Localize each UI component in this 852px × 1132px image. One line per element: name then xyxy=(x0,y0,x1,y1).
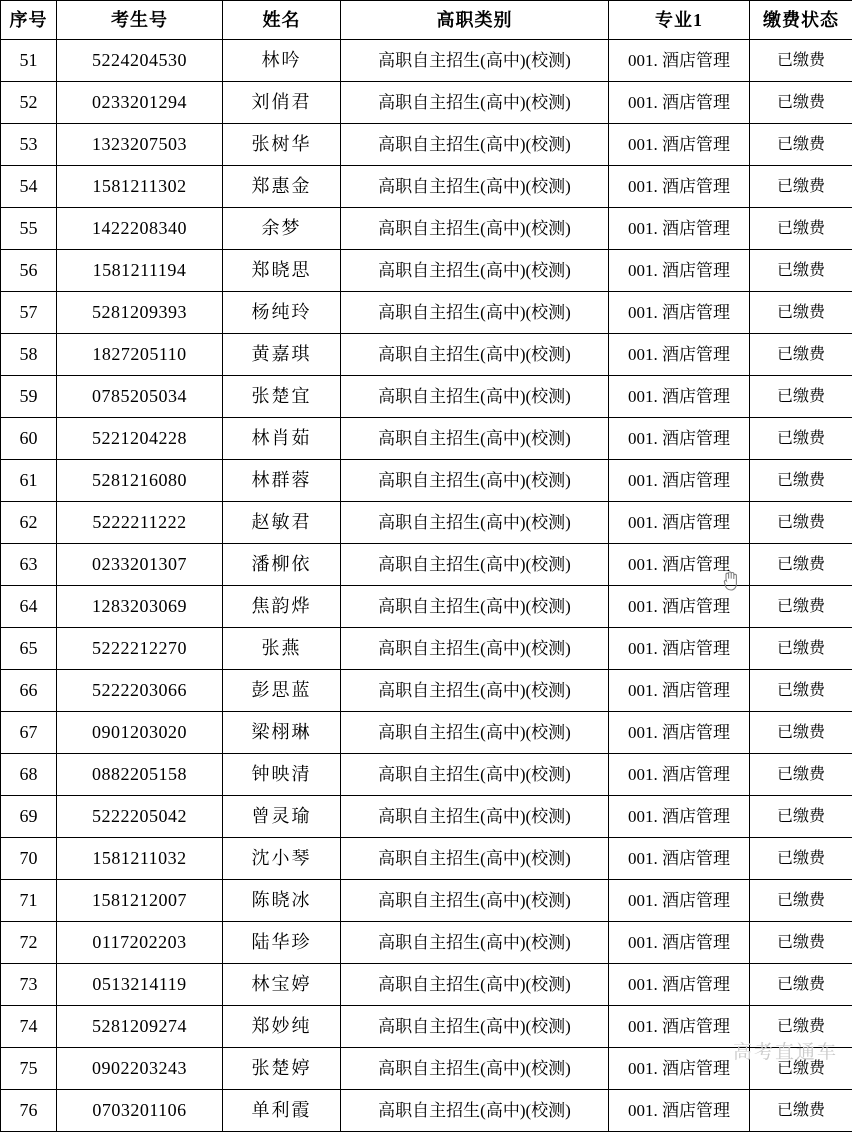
cell-index: 75 xyxy=(1,1048,57,1090)
cell-payment: 已缴费 xyxy=(750,208,852,250)
cell-payment: 已缴费 xyxy=(750,502,852,544)
cell-name: 钟映清 xyxy=(223,754,341,796)
cell-major: 001. 酒店管理 xyxy=(609,376,750,418)
column-header-major: 专业1 xyxy=(609,1,750,40)
cell-index: 55 xyxy=(1,208,57,250)
cell-major: 001. 酒店管理 xyxy=(609,922,750,964)
cell-name: 张楚宜 xyxy=(223,376,341,418)
table-row xyxy=(1,964,852,1006)
cell-index: 64 xyxy=(1,586,57,628)
cell-major: 001. 酒店管理 xyxy=(609,40,750,82)
cell-exam-no: 5222212270 xyxy=(57,628,223,670)
cell-category: 高职自主招生(高中)(校测) xyxy=(341,838,609,880)
cell-major: 001. 酒店管理 xyxy=(609,796,750,838)
cell-payment: 已缴费 xyxy=(750,166,852,208)
cell-category: 高职自主招生(高中)(校测) xyxy=(341,376,609,418)
table-header xyxy=(1,1,852,40)
cell-category: 高职自主招生(高中)(校测) xyxy=(341,922,609,964)
cell-major: 001. 酒店管理 xyxy=(609,1048,750,1090)
cell-exam-no: 0882205158 xyxy=(57,754,223,796)
cell-exam-no: 1827205110 xyxy=(57,334,223,376)
cell-name: 郑惠金 xyxy=(223,166,341,208)
table-row xyxy=(1,124,852,166)
table-row xyxy=(1,292,852,334)
cell-payment: 已缴费 xyxy=(750,418,852,460)
cell-category: 高职自主招生(高中)(校测) xyxy=(341,292,609,334)
table-row xyxy=(1,460,852,502)
cell-major: 001. 酒店管理 xyxy=(609,82,750,124)
table-row xyxy=(1,250,852,292)
cell-exam-no: 0117202203 xyxy=(57,922,223,964)
cell-exam-no: 5221204228 xyxy=(57,418,223,460)
table-row xyxy=(1,1006,852,1048)
table-row xyxy=(1,166,852,208)
cell-name: 张燕 xyxy=(223,628,341,670)
cell-name: 焦韵烨 xyxy=(223,586,341,628)
cell-major: 001. 酒店管理 xyxy=(609,334,750,376)
table-row xyxy=(1,1090,852,1132)
cell-index: 53 xyxy=(1,124,57,166)
cell-name: 梁栩琳 xyxy=(223,712,341,754)
cell-index: 58 xyxy=(1,334,57,376)
table-row xyxy=(1,922,852,964)
cell-index: 67 xyxy=(1,712,57,754)
cell-major: 001. 酒店管理 xyxy=(609,880,750,922)
cell-index: 52 xyxy=(1,82,57,124)
cell-category: 高职自主招生(高中)(校测) xyxy=(341,40,609,82)
cell-exam-no: 0233201294 xyxy=(57,82,223,124)
table-row xyxy=(1,1048,852,1090)
cell-name: 彭思蓝 xyxy=(223,670,341,712)
cell-exam-no: 1581211302 xyxy=(57,166,223,208)
table-row xyxy=(1,586,852,628)
table-row xyxy=(1,880,852,922)
cell-payment: 已缴费 xyxy=(750,376,852,418)
cell-index: 69 xyxy=(1,796,57,838)
table-row xyxy=(1,754,852,796)
cell-exam-no: 5224204530 xyxy=(57,40,223,82)
cell-index: 61 xyxy=(1,460,57,502)
cell-payment: 已缴费 xyxy=(750,250,852,292)
cell-name: 曾灵瑜 xyxy=(223,796,341,838)
cell-name: 陈晓冰 xyxy=(223,880,341,922)
cell-index: 56 xyxy=(1,250,57,292)
table-header-row xyxy=(1,1,852,40)
cell-exam-no: 5222203066 xyxy=(57,670,223,712)
cell-category: 高职自主招生(高中)(校测) xyxy=(341,712,609,754)
table-row xyxy=(1,82,852,124)
cell-exam-no: 5281209393 xyxy=(57,292,223,334)
cell-payment: 已缴费 xyxy=(750,670,852,712)
table-row xyxy=(1,40,852,82)
cell-name: 陆华珍 xyxy=(223,922,341,964)
table-body xyxy=(1,40,852,1132)
cell-category: 高职自主招生(高中)(校测) xyxy=(341,460,609,502)
cell-payment: 已缴费 xyxy=(750,754,852,796)
cell-major: 001. 酒店管理 xyxy=(609,586,750,628)
cell-payment: 已缴费 xyxy=(750,712,852,754)
cell-index: 70 xyxy=(1,838,57,880)
cell-payment: 已缴费 xyxy=(750,292,852,334)
cell-exam-no: 5222211222 xyxy=(57,502,223,544)
cell-name: 郑妙纯 xyxy=(223,1006,341,1048)
cell-category: 高职自主招生(高中)(校测) xyxy=(341,124,609,166)
cell-major: 001. 酒店管理 xyxy=(609,754,750,796)
cell-name: 余梦 xyxy=(223,208,341,250)
cell-category: 高职自主招生(高中)(校测) xyxy=(341,628,609,670)
cell-major: 001. 酒店管理 xyxy=(609,208,750,250)
cell-major: 001. 酒店管理 xyxy=(609,544,750,586)
table-row xyxy=(1,670,852,712)
cell-major: 001. 酒店管理 xyxy=(609,124,750,166)
cell-name: 刘俏君 xyxy=(223,82,341,124)
table-row xyxy=(1,502,852,544)
cell-exam-no: 1323207503 xyxy=(57,124,223,166)
table-row xyxy=(1,544,852,586)
cell-major: 001. 酒店管理 xyxy=(609,418,750,460)
cell-name: 黄嘉琪 xyxy=(223,334,341,376)
column-header-name: 姓名 xyxy=(223,1,341,40)
cell-major: 001. 酒店管理 xyxy=(609,1006,750,1048)
cell-index: 63 xyxy=(1,544,57,586)
cell-major: 001. 酒店管理 xyxy=(609,292,750,334)
cell-exam-no: 1422208340 xyxy=(57,208,223,250)
cell-category: 高职自主招生(高中)(校测) xyxy=(341,586,609,628)
cell-category: 高职自主招生(高中)(校测) xyxy=(341,166,609,208)
cell-index: 71 xyxy=(1,880,57,922)
cell-exam-no: 0785205034 xyxy=(57,376,223,418)
column-header-payment: 缴费状态 xyxy=(750,1,852,40)
cell-payment: 已缴费 xyxy=(750,1048,852,1090)
cell-category: 高职自主招生(高中)(校测) xyxy=(341,796,609,838)
cell-name: 郑晓思 xyxy=(223,250,341,292)
cell-major: 001. 酒店管理 xyxy=(609,838,750,880)
cell-name: 林吟 xyxy=(223,40,341,82)
table-row xyxy=(1,208,852,250)
cell-index: 74 xyxy=(1,1006,57,1048)
cell-category: 高职自主招生(高中)(校测) xyxy=(341,880,609,922)
cell-exam-no: 1283203069 xyxy=(57,586,223,628)
cell-index: 51 xyxy=(1,40,57,82)
cell-category: 高职自主招生(高中)(校测) xyxy=(341,670,609,712)
cell-name: 单利霞 xyxy=(223,1090,341,1132)
table-row xyxy=(1,712,852,754)
cell-category: 高职自主招生(高中)(校测) xyxy=(341,754,609,796)
cell-payment: 已缴费 xyxy=(750,544,852,586)
cell-major: 001. 酒店管理 xyxy=(609,460,750,502)
cell-exam-no: 5222205042 xyxy=(57,796,223,838)
cell-major: 001. 酒店管理 xyxy=(609,166,750,208)
table-row xyxy=(1,334,852,376)
cell-payment: 已缴费 xyxy=(750,838,852,880)
column-header-exam-no: 考生号 xyxy=(57,1,223,40)
cell-payment: 已缴费 xyxy=(750,82,852,124)
cell-category: 高职自主招生(高中)(校测) xyxy=(341,1048,609,1090)
table-row xyxy=(1,628,852,670)
cell-category: 高职自主招生(高中)(校测) xyxy=(341,1090,609,1132)
cell-index: 57 xyxy=(1,292,57,334)
cell-major: 001. 酒店管理 xyxy=(609,250,750,292)
cell-payment: 已缴费 xyxy=(750,124,852,166)
column-header-index: 序号 xyxy=(1,1,57,40)
cell-name: 张树华 xyxy=(223,124,341,166)
watermark-text: 高考直通车 xyxy=(733,1037,838,1064)
cell-index: 68 xyxy=(1,754,57,796)
cell-payment: 已缴费 xyxy=(750,334,852,376)
cell-exam-no: 5281216080 xyxy=(57,460,223,502)
cell-major: 001. 酒店管理 xyxy=(609,628,750,670)
cell-payment: 已缴费 xyxy=(750,40,852,82)
cell-exam-no: 0901203020 xyxy=(57,712,223,754)
cell-payment: 已缴费 xyxy=(750,880,852,922)
cell-name: 林肖茹 xyxy=(223,418,341,460)
cell-payment: 已缴费 xyxy=(750,586,852,628)
cell-name: 赵敏君 xyxy=(223,502,341,544)
cell-major: 001. 酒店管理 xyxy=(609,502,750,544)
cell-index: 62 xyxy=(1,502,57,544)
table-row xyxy=(1,838,852,880)
cell-payment: 已缴费 xyxy=(750,796,852,838)
cell-exam-no: 0513214119 xyxy=(57,964,223,1006)
cell-name: 张楚婷 xyxy=(223,1048,341,1090)
cell-category: 高职自主招生(高中)(校测) xyxy=(341,964,609,1006)
cell-category: 高职自主招生(高中)(校测) xyxy=(341,334,609,376)
cell-category: 高职自主招生(高中)(校测) xyxy=(341,418,609,460)
cell-exam-no: 1581211032 xyxy=(57,838,223,880)
cell-index: 66 xyxy=(1,670,57,712)
cell-payment: 已缴费 xyxy=(750,1006,852,1048)
cell-category: 高职自主招生(高中)(校测) xyxy=(341,208,609,250)
cell-exam-no: 1581212007 xyxy=(57,880,223,922)
cell-name: 林宝婷 xyxy=(223,964,341,1006)
cell-index: 54 xyxy=(1,166,57,208)
cell-payment: 已缴费 xyxy=(750,922,852,964)
cell-exam-no: 0902203243 xyxy=(57,1048,223,1090)
cell-major: 001. 酒店管理 xyxy=(609,964,750,1006)
cell-major: 001. 酒店管理 xyxy=(609,670,750,712)
cell-category: 高职自主招生(高中)(校测) xyxy=(341,544,609,586)
cell-name: 杨纯玲 xyxy=(223,292,341,334)
cell-major: 001. 酒店管理 xyxy=(609,712,750,754)
cell-category: 高职自主招生(高中)(校测) xyxy=(341,82,609,124)
cell-index: 73 xyxy=(1,964,57,1006)
cell-index: 59 xyxy=(1,376,57,418)
cell-payment: 已缴费 xyxy=(750,1090,852,1132)
column-header-category: 高职类别 xyxy=(341,1,609,40)
cell-index: 65 xyxy=(1,628,57,670)
cell-category: 高职自主招生(高中)(校测) xyxy=(341,250,609,292)
cell-exam-no: 5281209274 xyxy=(57,1006,223,1048)
cell-name: 潘柳依 xyxy=(223,544,341,586)
table-row xyxy=(1,796,852,838)
cell-major: 001. 酒店管理 xyxy=(609,1090,750,1132)
cell-exam-no: 1581211194 xyxy=(57,250,223,292)
cell-category: 高职自主招生(高中)(校测) xyxy=(341,1006,609,1048)
cell-index: 72 xyxy=(1,922,57,964)
cell-payment: 已缴费 xyxy=(750,628,852,670)
table-row xyxy=(1,376,852,418)
cell-exam-no: 0233201307 xyxy=(57,544,223,586)
cell-name: 林群蓉 xyxy=(223,460,341,502)
cell-index: 60 xyxy=(1,418,57,460)
cell-index: 76 xyxy=(1,1090,57,1132)
cell-payment: 已缴费 xyxy=(750,964,852,1006)
cell-name: 沈小琴 xyxy=(223,838,341,880)
cell-category: 高职自主招生(高中)(校测) xyxy=(341,502,609,544)
cell-exam-no: 0703201106 xyxy=(57,1090,223,1132)
table-row xyxy=(1,418,852,460)
cell-payment: 已缴费 xyxy=(750,460,852,502)
